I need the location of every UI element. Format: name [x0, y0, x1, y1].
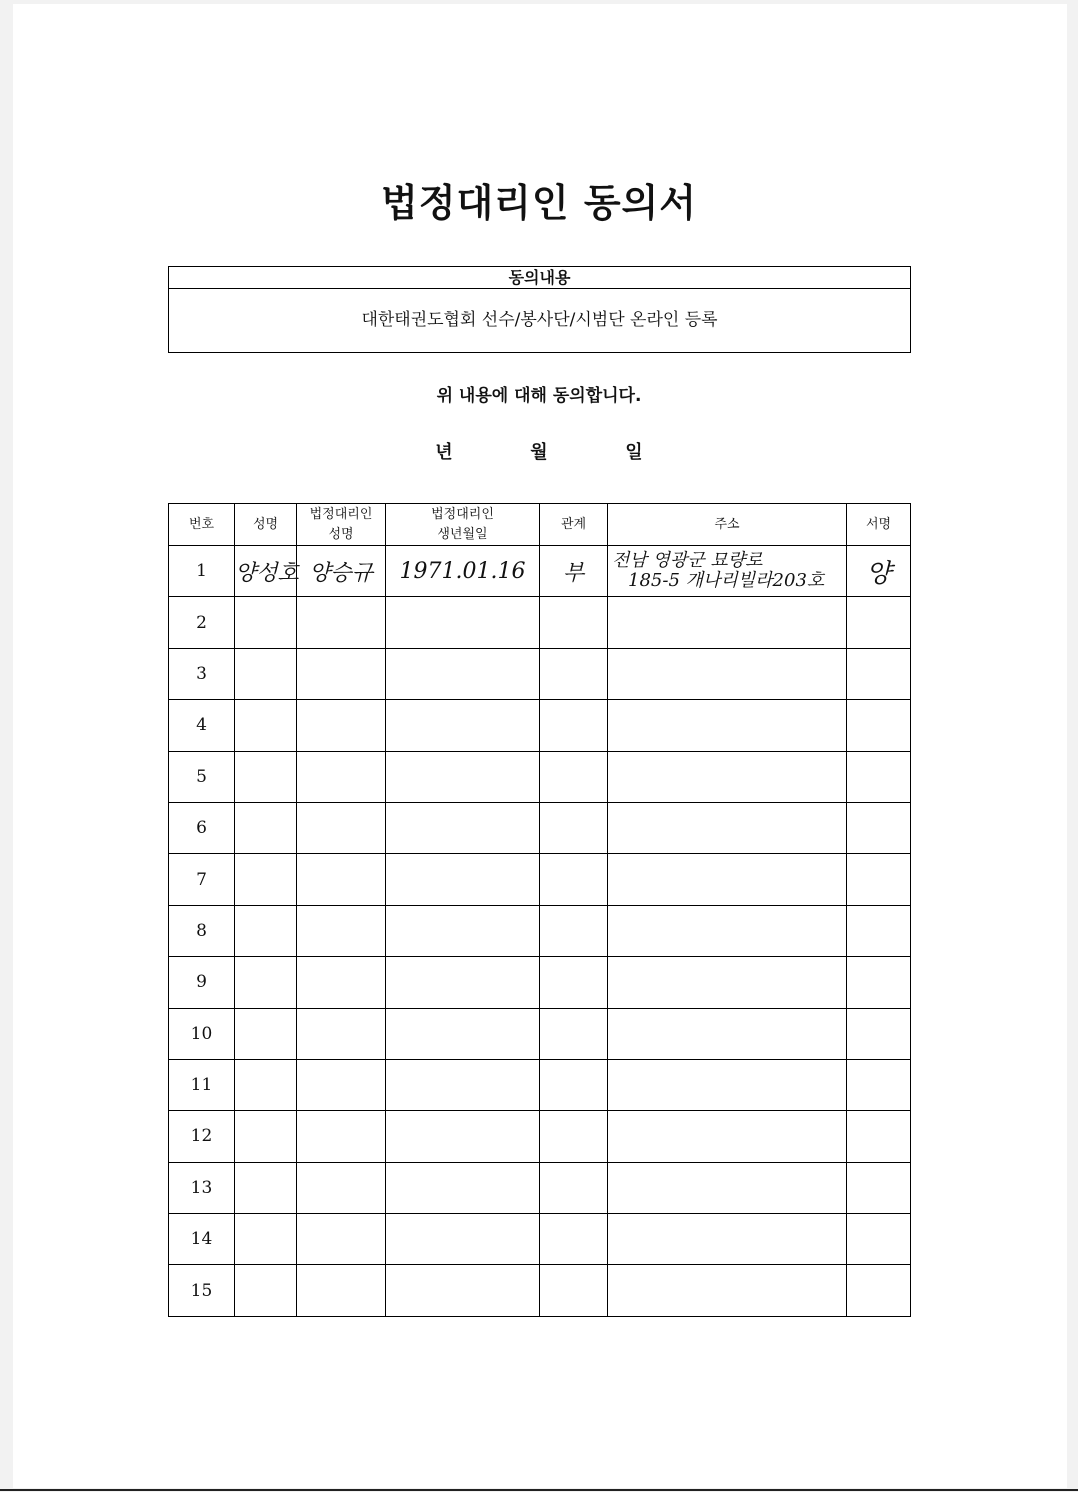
table-row	[169, 1059, 911, 1110]
header-guardian-birth	[386, 504, 540, 546]
cell-relation	[540, 751, 608, 802]
table-header-row	[169, 504, 911, 546]
header-guardian-birth-line2: 생년월일	[437, 526, 488, 542]
cell-guardian-name	[297, 957, 386, 1008]
cell-guardian-name	[297, 1111, 386, 1162]
agree-statement: 위 내용에 대해 동의합니다.	[436, 386, 642, 406]
table-row	[169, 957, 911, 1008]
table-row	[169, 854, 911, 905]
cell-guardian-birth	[386, 905, 540, 956]
cell-guardian-name	[297, 1059, 386, 1110]
cell-relation	[540, 1265, 608, 1316]
cell-signature	[847, 1008, 911, 1059]
cell-guardian-birth	[386, 802, 540, 853]
cell-guardian-name	[297, 1214, 386, 1265]
header-guardian-name-line1: 법정대리인	[309, 506, 373, 522]
cell-signature	[847, 802, 911, 853]
cell-guardian-name	[297, 1265, 386, 1316]
header-relation: 관계	[540, 504, 608, 546]
cell-signature	[847, 751, 911, 802]
cell-guardian-birth	[386, 700, 540, 751]
address-line1: 전남 영광군 묘량로	[612, 550, 763, 572]
cell-relation	[540, 1214, 608, 1265]
consent-text: 대한태권도협회 선수/봉사단/시범단 온라인 등록	[361, 310, 718, 330]
cell-guardian-birth	[386, 1008, 540, 1059]
cell-name	[235, 751, 297, 802]
table-row	[169, 751, 911, 802]
date-month-label: 월	[530, 442, 548, 463]
table-row	[169, 1008, 911, 1059]
cell-guardian-name	[297, 802, 386, 853]
cell-name	[235, 1265, 297, 1316]
cell-guardian-name	[297, 1162, 386, 1213]
cell-name: 양성호	[235, 546, 297, 597]
registration-table	[168, 503, 911, 1317]
cell-signature	[847, 1162, 911, 1213]
consent-heading: 동의내용	[169, 267, 910, 289]
cell-relation	[540, 905, 608, 956]
header-guardian-birth-line1: 법정대리인	[431, 506, 494, 522]
cell-relation	[540, 802, 608, 853]
cell-guardian-name	[297, 905, 386, 956]
table-row	[169, 1162, 911, 1213]
cell-address	[608, 648, 847, 699]
cell-address	[608, 905, 847, 956]
cell-address	[608, 802, 847, 853]
cell-number: 4	[169, 700, 235, 751]
cell-number: 11	[169, 1059, 235, 1110]
cell-relation	[540, 1059, 608, 1110]
cell-signature	[847, 1265, 911, 1316]
cell-signature	[847, 854, 911, 905]
cell-name	[235, 1214, 297, 1265]
cell-number: 3	[169, 648, 235, 699]
cell-address	[608, 546, 847, 597]
signature-mark: 양	[865, 558, 892, 589]
cell-guardian-birth	[386, 854, 540, 905]
cell-number: 12	[169, 1111, 235, 1162]
table-row	[169, 905, 911, 956]
cell-relation	[540, 700, 608, 751]
table-row	[169, 546, 911, 597]
header-name: 성명	[235, 504, 297, 546]
cell-guardian-name	[297, 1008, 386, 1059]
cell-name	[235, 700, 297, 751]
cell-address	[608, 957, 847, 1008]
date-year-label: 년	[435, 442, 453, 463]
page-divider	[0, 1489, 1078, 1491]
cell-guardian-birth	[386, 1265, 540, 1316]
cell-name	[235, 1059, 297, 1110]
cell-name	[235, 854, 297, 905]
cell-guardian-name	[297, 854, 386, 905]
cell-signature	[847, 597, 911, 648]
cell-guardian-name: 양승규	[297, 546, 386, 597]
cell-number: 8	[169, 905, 235, 956]
cell-number: 1	[169, 546, 235, 597]
cell-guardian-name	[297, 751, 386, 802]
cell-number: 7	[169, 854, 235, 905]
cell-guardian-birth	[386, 1162, 540, 1213]
cell-number: 9	[169, 957, 235, 1008]
cell-address	[608, 1265, 847, 1316]
cell-guardian-birth	[386, 751, 540, 802]
cell-relation	[540, 957, 608, 1008]
date-day-label: 일	[625, 442, 643, 463]
cell-guardian-birth	[386, 597, 540, 648]
cell-relation	[540, 597, 608, 648]
cell-address	[608, 1214, 847, 1265]
cell-signature	[847, 546, 911, 597]
cell-address	[608, 1059, 847, 1110]
table-row	[169, 1214, 911, 1265]
cell-relation	[540, 1162, 608, 1213]
cell-signature	[847, 648, 911, 699]
cell-guardian-name	[297, 648, 386, 699]
cell-guardian-birth	[386, 1111, 540, 1162]
cell-number: 5	[169, 751, 235, 802]
cell-address	[608, 1008, 847, 1059]
header-guardian-name-line2: 성명	[328, 526, 354, 542]
cell-signature	[847, 905, 911, 956]
cell-relation: 부	[540, 546, 608, 597]
cell-signature	[847, 957, 911, 1008]
table-row	[169, 1265, 911, 1316]
cell-number: 2	[169, 597, 235, 648]
cell-guardian-birth	[386, 1059, 540, 1110]
cell-signature	[847, 1214, 911, 1265]
cell-address	[608, 597, 847, 648]
cell-address	[608, 700, 847, 751]
address-line2: 185-5 개나리빌라203호	[628, 570, 825, 592]
cell-guardian-birth	[386, 1214, 540, 1265]
header-signature: 서명	[847, 504, 911, 546]
table-row	[169, 700, 911, 751]
cell-signature	[847, 1059, 911, 1110]
cell-number: 10	[169, 1008, 235, 1059]
cell-name	[235, 957, 297, 1008]
cell-name	[235, 1111, 297, 1162]
header-guardian-name	[297, 504, 386, 546]
header-address: 주소	[608, 504, 847, 546]
cell-name	[235, 1162, 297, 1213]
cell-guardian-birth	[386, 648, 540, 699]
cell-name	[235, 597, 297, 648]
cell-guardian-birth: 1971.01.16	[386, 546, 540, 597]
cell-number: 13	[169, 1162, 235, 1213]
date-line	[0, 438, 1078, 464]
cell-signature	[847, 700, 911, 751]
cell-name	[235, 905, 297, 956]
cell-address	[608, 854, 847, 905]
cell-name	[235, 648, 297, 699]
cell-relation	[540, 1008, 608, 1059]
consent-box	[168, 266, 911, 353]
cell-address	[608, 751, 847, 802]
cell-relation	[540, 1111, 608, 1162]
cell-name	[235, 802, 297, 853]
cell-number: 15	[169, 1265, 235, 1316]
cell-address	[608, 1111, 847, 1162]
cell-address	[608, 1162, 847, 1213]
cell-guardian-birth	[386, 957, 540, 1008]
cell-guardian-name	[297, 597, 386, 648]
cell-number: 6	[169, 802, 235, 853]
cell-guardian-name	[297, 700, 386, 751]
table-row	[169, 597, 911, 648]
cell-relation	[540, 648, 608, 699]
table-row	[169, 802, 911, 853]
header-number: 번호	[169, 504, 235, 546]
document-title: 법정대리인 동의서	[381, 181, 697, 225]
cell-number: 14	[169, 1214, 235, 1265]
table-row	[169, 648, 911, 699]
cell-relation	[540, 854, 608, 905]
cell-signature	[847, 1111, 911, 1162]
table-row	[169, 1111, 911, 1162]
cell-name	[235, 1008, 297, 1059]
